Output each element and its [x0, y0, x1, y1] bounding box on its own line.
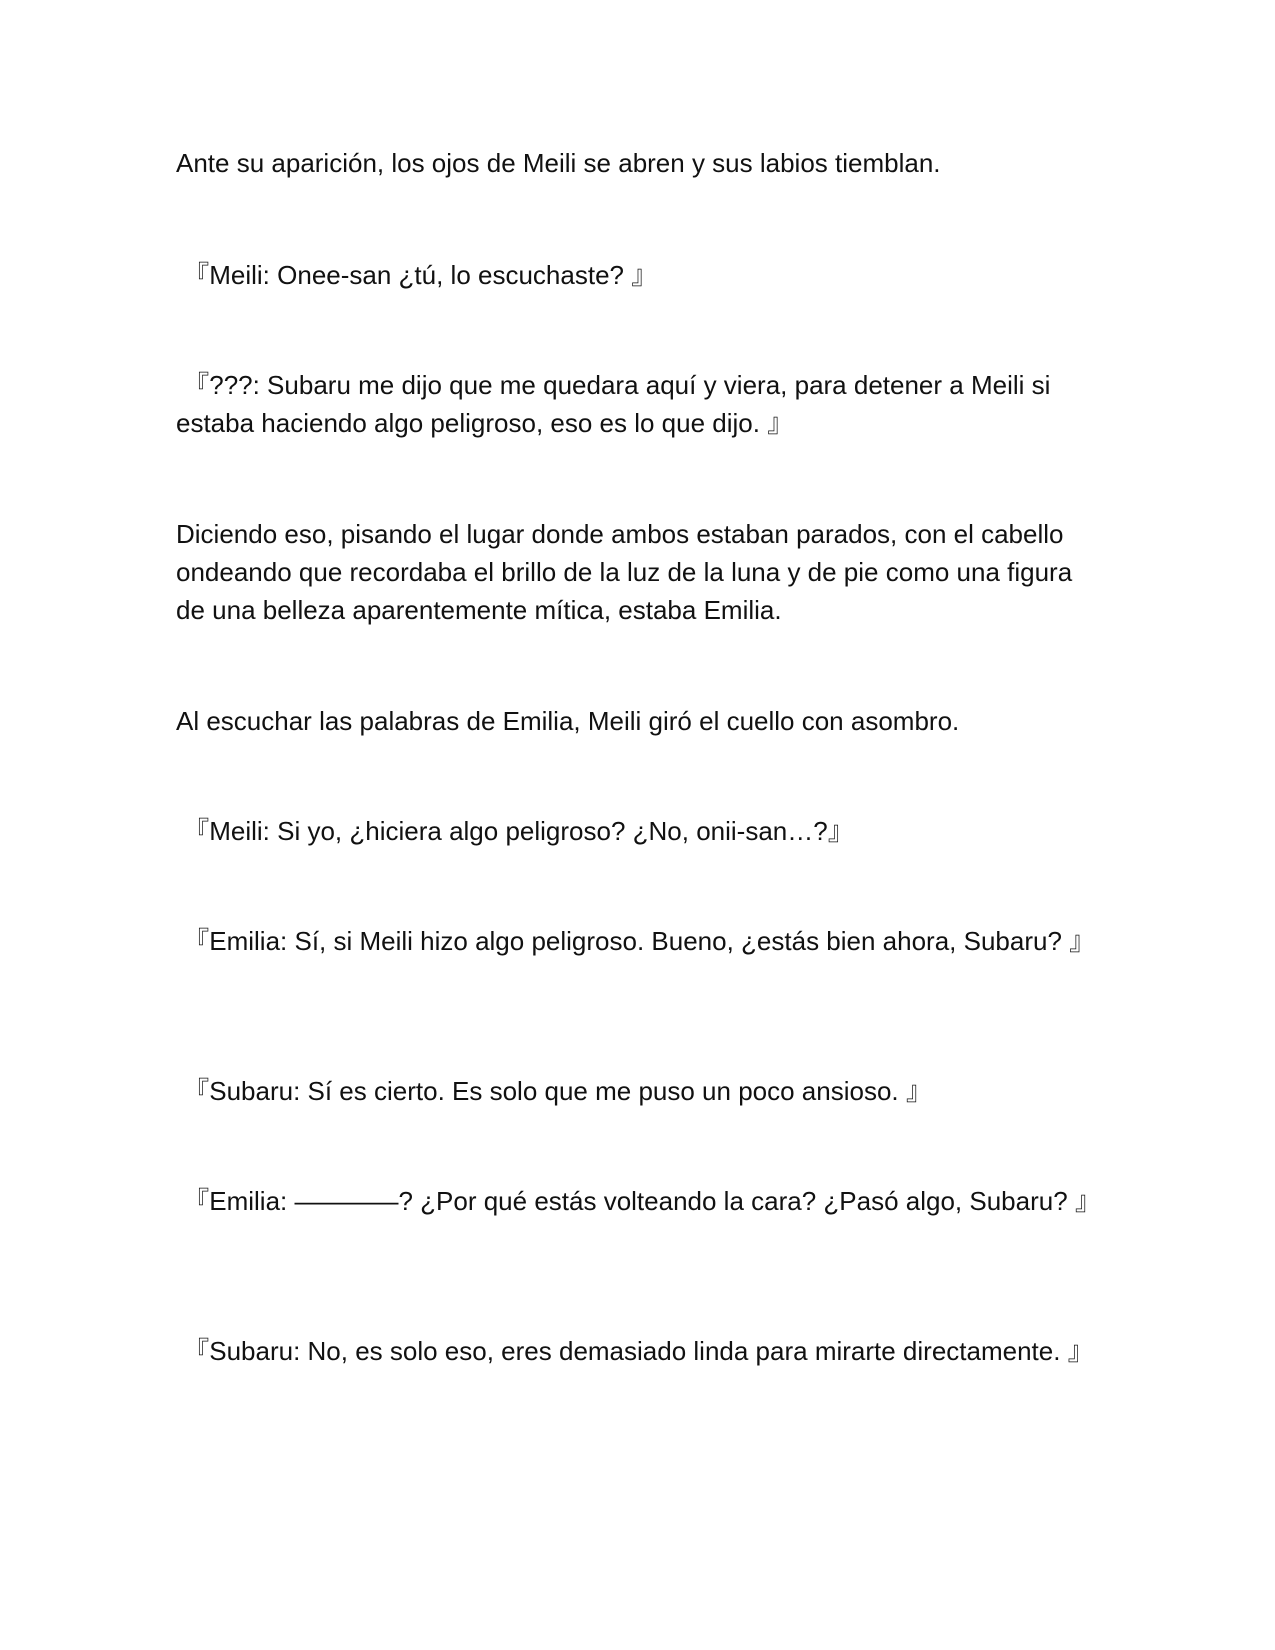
paragraph-1: Ante su aparición, los ojos de Meili se abren y sus labios tiemblan.	[176, 148, 941, 178]
paragraph-10: 『Subaru: No, es solo eso, eres demasiado linda para mirarte directamente. 』	[176, 1336, 1094, 1366]
paragraph-8: 『Subaru: Sí es cierto. Es solo que me puso un poco ansioso. 』	[176, 1076, 932, 1106]
paragraph-2: 『Meili: Onee-san ¿tú, lo escuchaste? 』	[176, 260, 658, 290]
paragraph-7: 『Emilia: Sí, si Meili hizo algo peligroso. Bueno, ¿estás bien ahora, Subaru? 』	[176, 926, 1096, 956]
paragraph-3: 『???: Subaru me dijo que me quedara aquí y viera, para detener a Meili si estaba haciendo algo peligroso, eso es lo que dijo. 』	[176, 370, 1058, 438]
paragraph-9: 『Emilia: ————? ¿Por qué estás volteando la cara? ¿Pasó algo, Subaru? 』	[176, 1186, 1101, 1216]
paragraph-5: Al escuchar las palabras de Emilia, Meili giró el cuello con asombro.	[176, 706, 960, 736]
paragraph-6: 『Meili: Si yo, ¿hiciera algo peligroso? ¿No, onii-san…?』	[176, 816, 854, 846]
paragraph-4: Diciendo eso, pisando el lugar donde ambos estaban parados, con el cabello ondeando que recordaba el brillo de la luz de la luna y de pie como una figura de una belleza aparentemente mítica, estaba Emilia.	[176, 519, 1080, 625]
